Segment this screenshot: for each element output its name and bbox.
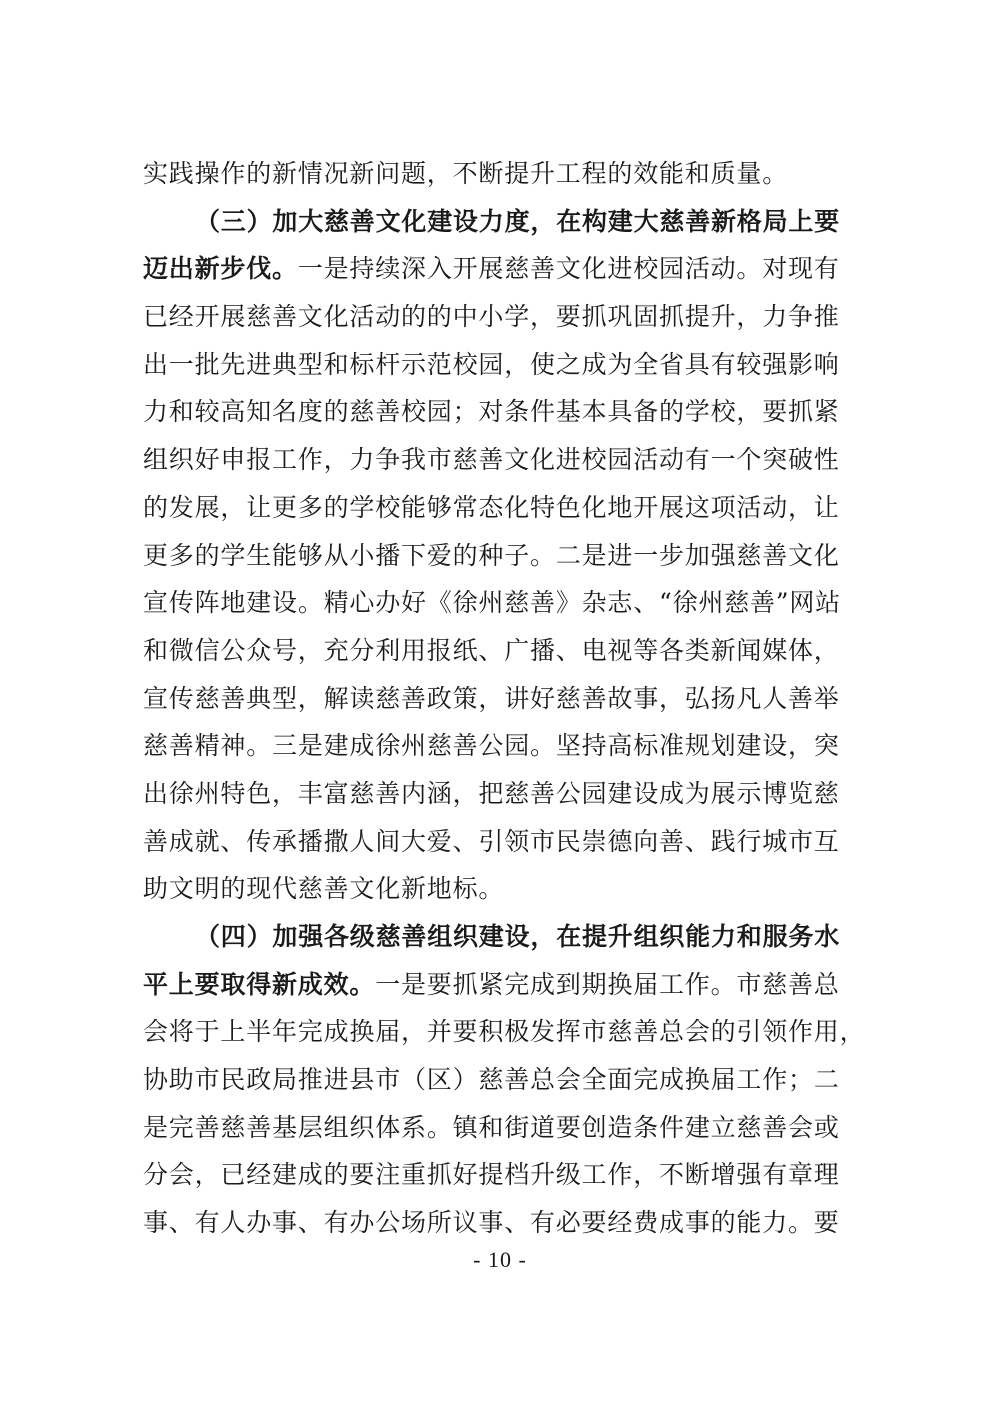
emphasis-run: 是完善慈善基层组织体系	[143, 1112, 427, 1142]
text-run: 宣传慈善典型，解读慈善政策，讲好慈善故事，弘扬凡人善举	[143, 683, 840, 713]
text-run: 更多的学生能够从小播下爱的种子。	[143, 540, 556, 570]
text-run: 协助市民政局推进县市（区）慈善总会全面完成换届工作；	[143, 1065, 814, 1095]
emphasis-run: 一是要抓紧完成到期换届工作	[375, 969, 711, 999]
text-run: 。坚持高标准规划建设，突	[530, 731, 840, 761]
heading-run: （四）加强各级慈善组织建设，在提升组织能力和服务水	[195, 922, 841, 951]
emphasis-run: 一是持续深入开展慈善文化进校园活动	[297, 254, 737, 284]
body-text	[143, 150, 866, 1247]
text-line	[143, 1008, 866, 1056]
text-run: 出一批先进典型和标杆示范校园，使之成为全省具有较强影响	[143, 349, 840, 379]
text-line	[143, 579, 858, 627]
emphasis-run: 三是建成徐州慈善公园	[272, 731, 531, 761]
emphasis-run: 二	[813, 1065, 840, 1095]
text-run: 已经开展慈善文化活动的的中小学，要抓巩固抓提升，力争推	[143, 302, 840, 332]
heading-run: 平上要取得新成效。	[143, 969, 376, 999]
text-run: 慈善精神。	[143, 731, 273, 761]
text-line	[143, 436, 858, 484]
text-run: 组织好申报工作，力争我市慈善文化进校园活动有一个突破性	[143, 445, 840, 475]
section-heading-3	[143, 198, 858, 246]
text-line	[143, 1199, 858, 1247]
text-run: 善成就、传承播撒人间大爱、引领市民崇德向善、践行城市互	[143, 826, 840, 856]
page-number: - 10 -	[473, 1247, 527, 1272]
text-line	[143, 532, 858, 580]
text-run: 助文明的现代慈善文化新地标。	[143, 874, 505, 904]
text-line	[143, 293, 858, 341]
emphasis-run: 二是进一步加强慈善文化	[555, 540, 840, 570]
text-run: 会将于上半年完成换届，并要积极发挥市慈善总会的引领作用，	[143, 1017, 866, 1047]
text-run: 力和较高知名度的慈善校园；对条件基本具备的学校，要抓紧	[143, 397, 840, 427]
text-line	[143, 627, 858, 675]
text-run: 事、有人办事、有办公场所议事、有必要经费成事的能力。要	[143, 1208, 840, 1238]
text-run: 实践操作的新情况新问题，不断提升工程的效能和质量。	[143, 159, 789, 188]
text-line	[143, 675, 858, 723]
text-line	[143, 245, 858, 293]
text-run: 。精心办好《徐州慈善》杂志、“徐州慈善”网站	[297, 588, 841, 618]
text-line	[143, 865, 858, 913]
text-line	[143, 150, 858, 198]
text-line	[143, 484, 858, 532]
text-line	[143, 770, 858, 818]
text-run: 。对现有	[736, 254, 840, 284]
text-run: 出徐州特色，丰富慈善内涵，把慈善公园建设成为展示博览慈	[143, 778, 840, 808]
text-line	[143, 388, 858, 436]
text-line	[143, 341, 858, 389]
section-heading-4	[143, 913, 858, 961]
heading-run: 迈出新步伐。	[143, 254, 298, 284]
text-run: 分会，已经建成的要注重抓好提档升级工作，不断增强有章理	[143, 1160, 840, 1190]
text-line	[143, 961, 858, 1009]
text-run: 。市慈善总	[710, 969, 840, 999]
text-line	[143, 722, 858, 770]
text-line	[143, 818, 858, 866]
heading-run: （三）加大慈善文化建设力度，在构建大慈善新格局上要	[195, 206, 841, 236]
text-line	[143, 1151, 858, 1199]
text-line	[143, 1104, 858, 1152]
text-run: 。镇和街道要创造条件建立慈善会或	[426, 1112, 840, 1142]
emphasis-run: 宣传阵地建设	[143, 588, 298, 618]
text-run: 的发展，让更多的学校能够常态化特色化地开展这项活动，让	[143, 492, 840, 522]
text-line	[143, 1056, 858, 1104]
text-run: 和微信公众号，充分利用报纸、广播、电视等各类新闻媒体，	[143, 635, 840, 665]
